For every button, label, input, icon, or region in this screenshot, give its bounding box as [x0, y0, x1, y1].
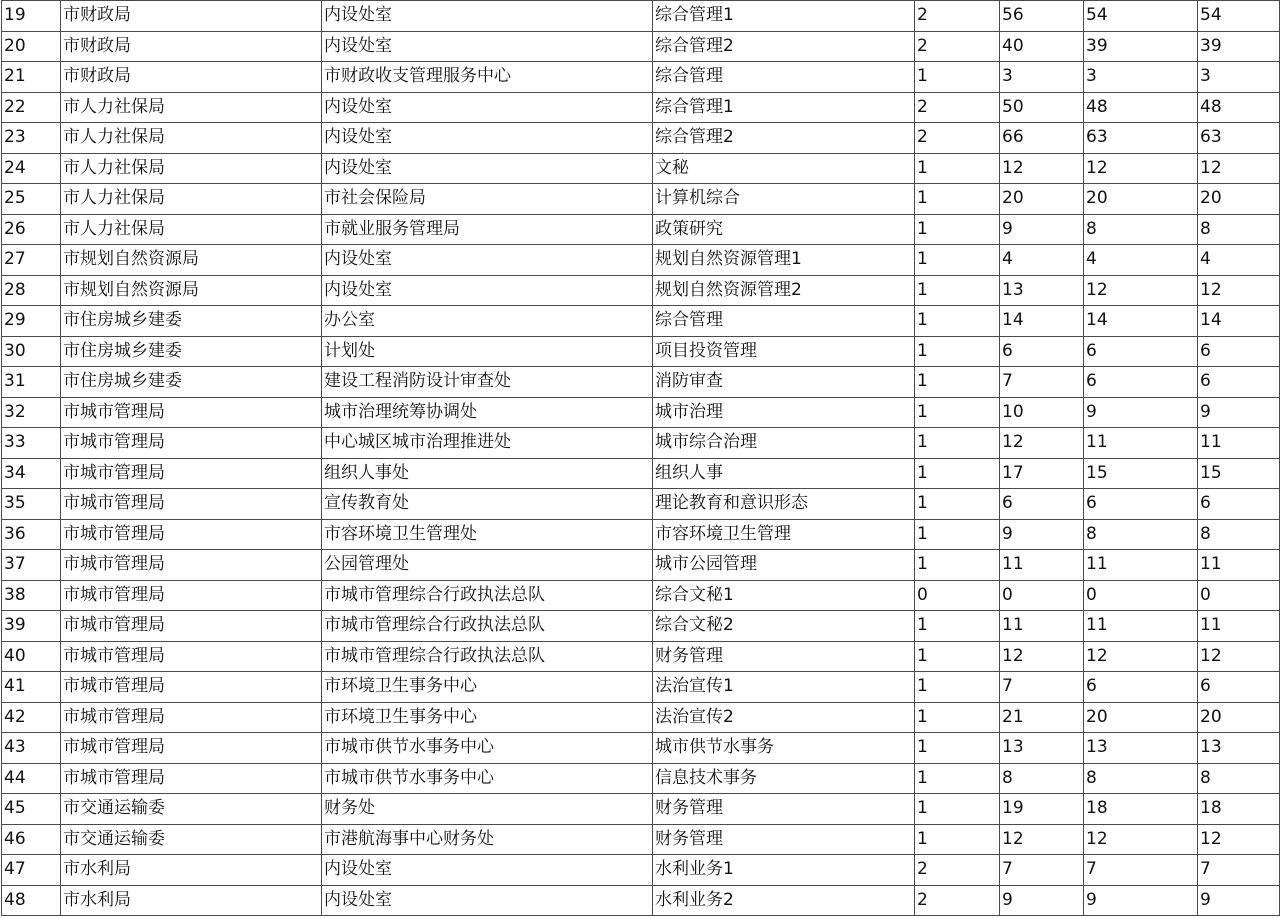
row-number-cell: 34 — [2, 458, 61, 489]
quota-cell: 1 — [915, 672, 1000, 703]
unit-cell: 市城市供节水事务中心 — [322, 733, 653, 764]
table-row — [2, 824, 1280, 855]
quota-cell: 1 — [915, 733, 1000, 764]
qualified-cell: 39 — [1084, 31, 1198, 62]
position-cell: 法治宣传1 — [653, 672, 915, 703]
table-row — [2, 672, 1280, 703]
unit-cell: 市容环境卫生管理处 — [322, 519, 653, 550]
quota-cell: 1 — [915, 336, 1000, 367]
qualified-cell: 11 — [1084, 550, 1198, 581]
position-cell: 财务管理 — [653, 824, 915, 855]
paid-cell: 12 — [1198, 153, 1280, 184]
applicants-cell: 0 — [1000, 580, 1084, 611]
table-row — [2, 428, 1280, 459]
department-cell: 市城市管理局 — [61, 702, 322, 733]
paid-cell: 6 — [1198, 367, 1280, 398]
quota-cell: 1 — [915, 62, 1000, 93]
applicants-cell: 9 — [1000, 519, 1084, 550]
applicants-cell: 12 — [1000, 824, 1084, 855]
applicants-cell: 12 — [1000, 153, 1084, 184]
quota-cell: 2 — [915, 92, 1000, 123]
position-cell: 政策研究 — [653, 214, 915, 245]
quota-cell: 0 — [915, 580, 1000, 611]
paid-cell: 6 — [1198, 336, 1280, 367]
unit-cell: 内设处室 — [322, 123, 653, 154]
quota-cell: 2 — [915, 1, 1000, 32]
unit-cell: 市城市供节水事务中心 — [322, 763, 653, 794]
department-cell: 市财政局 — [61, 1, 322, 32]
quota-cell: 1 — [915, 245, 1000, 276]
row-number-cell: 44 — [2, 763, 61, 794]
department-cell: 市人力社保局 — [61, 123, 322, 154]
table-row — [2, 580, 1280, 611]
position-cell: 项目投资管理 — [653, 336, 915, 367]
qualified-cell: 12 — [1084, 153, 1198, 184]
unit-cell: 财务处 — [322, 794, 653, 825]
unit-cell: 市就业服务管理局 — [322, 214, 653, 245]
position-cell: 城市公园管理 — [653, 550, 915, 581]
paid-cell: 20 — [1198, 184, 1280, 215]
table-row — [2, 489, 1280, 520]
unit-cell: 市港航海事中心财务处 — [322, 824, 653, 855]
position-cell: 法治宣传2 — [653, 702, 915, 733]
quota-cell: 2 — [915, 855, 1000, 886]
row-number-cell: 26 — [2, 214, 61, 245]
row-number-cell: 31 — [2, 367, 61, 398]
table-row — [2, 275, 1280, 306]
position-cell: 水利业务2 — [653, 885, 915, 916]
qualified-cell: 15 — [1084, 458, 1198, 489]
table-row — [2, 367, 1280, 398]
applicants-cell: 11 — [1000, 550, 1084, 581]
row-number-cell: 43 — [2, 733, 61, 764]
table-row — [2, 336, 1280, 367]
qualified-cell: 9 — [1084, 397, 1198, 428]
quota-cell: 1 — [915, 641, 1000, 672]
department-cell: 市城市管理局 — [61, 397, 322, 428]
table-row — [2, 245, 1280, 276]
department-cell: 市人力社保局 — [61, 92, 322, 123]
unit-cell: 市环境卫生事务中心 — [322, 702, 653, 733]
position-cell: 综合管理 — [653, 62, 915, 93]
paid-cell: 6 — [1198, 489, 1280, 520]
qualified-cell: 20 — [1084, 184, 1198, 215]
table-row — [2, 550, 1280, 581]
unit-cell: 中心城区城市治理推进处 — [322, 428, 653, 459]
row-number-cell: 21 — [2, 62, 61, 93]
unit-cell: 公园管理处 — [322, 550, 653, 581]
paid-cell: 39 — [1198, 31, 1280, 62]
unit-cell: 内设处室 — [322, 1, 653, 32]
position-cell: 财务管理 — [653, 641, 915, 672]
applicants-cell: 7 — [1000, 855, 1084, 886]
unit-cell: 建设工程消防设计审查处 — [322, 367, 653, 398]
unit-cell: 市财政收支管理服务中心 — [322, 62, 653, 93]
paid-cell: 12 — [1198, 275, 1280, 306]
row-number-cell: 19 — [2, 1, 61, 32]
department-cell: 市人力社保局 — [61, 184, 322, 215]
qualified-cell: 63 — [1084, 123, 1198, 154]
position-cell: 财务管理 — [653, 794, 915, 825]
qualified-cell: 7 — [1084, 855, 1198, 886]
department-cell: 市住房城乡建委 — [61, 367, 322, 398]
position-cell: 理论教育和意识形态 — [653, 489, 915, 520]
department-cell: 市住房城乡建委 — [61, 306, 322, 337]
qualified-cell: 48 — [1084, 92, 1198, 123]
applicants-cell: 7 — [1000, 672, 1084, 703]
paid-cell: 54 — [1198, 1, 1280, 32]
qualified-cell: 4 — [1084, 245, 1198, 276]
position-cell: 综合管理 — [653, 306, 915, 337]
applicants-cell: 56 — [1000, 1, 1084, 32]
paid-cell: 7 — [1198, 855, 1280, 886]
department-cell: 市人力社保局 — [61, 214, 322, 245]
applicants-cell: 66 — [1000, 123, 1084, 154]
table-row — [2, 855, 1280, 886]
qualified-cell: 8 — [1084, 519, 1198, 550]
paid-cell: 11 — [1198, 611, 1280, 642]
unit-cell: 内设处室 — [322, 153, 653, 184]
quota-cell: 1 — [915, 489, 1000, 520]
applicants-cell: 21 — [1000, 702, 1084, 733]
row-number-cell: 42 — [2, 702, 61, 733]
paid-cell: 3 — [1198, 62, 1280, 93]
row-number-cell: 20 — [2, 31, 61, 62]
row-number-cell: 27 — [2, 245, 61, 276]
applicants-cell: 50 — [1000, 92, 1084, 123]
table-row — [2, 763, 1280, 794]
department-cell: 市交通运输委 — [61, 794, 322, 825]
department-cell: 市交通运输委 — [61, 824, 322, 855]
paid-cell: 8 — [1198, 214, 1280, 245]
table-row — [2, 733, 1280, 764]
position-cell: 规划自然资源管理2 — [653, 275, 915, 306]
paid-cell: 8 — [1198, 519, 1280, 550]
paid-cell: 4 — [1198, 245, 1280, 276]
qualified-cell: 6 — [1084, 489, 1198, 520]
unit-cell: 内设处室 — [322, 275, 653, 306]
department-cell: 市城市管理局 — [61, 733, 322, 764]
qualified-cell: 12 — [1084, 275, 1198, 306]
table-row — [2, 31, 1280, 62]
paid-cell: 18 — [1198, 794, 1280, 825]
row-number-cell: 40 — [2, 641, 61, 672]
row-number-cell: 38 — [2, 580, 61, 611]
paid-cell: 13 — [1198, 733, 1280, 764]
department-cell: 市城市管理局 — [61, 550, 322, 581]
qualified-cell: 18 — [1084, 794, 1198, 825]
quota-cell: 2 — [915, 31, 1000, 62]
quota-cell: 1 — [915, 458, 1000, 489]
paid-cell: 15 — [1198, 458, 1280, 489]
position-cell: 水利业务1 — [653, 855, 915, 886]
applicants-cell: 10 — [1000, 397, 1084, 428]
position-cell: 消防审查 — [653, 367, 915, 398]
department-cell: 市水利局 — [61, 855, 322, 886]
qualified-cell: 6 — [1084, 367, 1198, 398]
position-cell: 综合文秘2 — [653, 611, 915, 642]
department-cell: 市城市管理局 — [61, 580, 322, 611]
department-cell: 市城市管理局 — [61, 611, 322, 642]
row-number-cell: 23 — [2, 123, 61, 154]
department-cell: 市财政局 — [61, 31, 322, 62]
unit-cell: 组织人事处 — [322, 458, 653, 489]
qualified-cell: 13 — [1084, 733, 1198, 764]
position-cell: 规划自然资源管理1 — [653, 245, 915, 276]
qualified-cell: 11 — [1084, 428, 1198, 459]
department-cell: 市人力社保局 — [61, 153, 322, 184]
unit-cell: 办公室 — [322, 306, 653, 337]
quota-cell: 1 — [915, 702, 1000, 733]
table-body — [2, 1, 1280, 916]
row-number-cell: 30 — [2, 336, 61, 367]
position-cell: 综合管理2 — [653, 31, 915, 62]
unit-cell: 市城市管理综合行政执法总队 — [322, 611, 653, 642]
position-cell: 综合管理1 — [653, 1, 915, 32]
paid-cell: 11 — [1198, 428, 1280, 459]
position-cell: 信息技术事务 — [653, 763, 915, 794]
position-cell: 城市治理 — [653, 397, 915, 428]
table-row — [2, 184, 1280, 215]
table-row — [2, 641, 1280, 672]
paid-cell: 9 — [1198, 397, 1280, 428]
unit-cell: 内设处室 — [322, 885, 653, 916]
applicants-cell: 8 — [1000, 763, 1084, 794]
unit-cell: 内设处室 — [322, 31, 653, 62]
table-row — [2, 1, 1280, 32]
qualified-cell: 9 — [1084, 885, 1198, 916]
department-cell: 市城市管理局 — [61, 672, 322, 703]
position-cell: 组织人事 — [653, 458, 915, 489]
row-number-cell: 41 — [2, 672, 61, 703]
paid-cell: 0 — [1198, 580, 1280, 611]
qualified-cell: 6 — [1084, 672, 1198, 703]
unit-cell: 市城市管理综合行政执法总队 — [322, 641, 653, 672]
unit-cell: 城市治理统筹协调处 — [322, 397, 653, 428]
unit-cell: 市社会保险局 — [322, 184, 653, 215]
unit-cell: 宣传教育处 — [322, 489, 653, 520]
paid-cell: 63 — [1198, 123, 1280, 154]
table-row — [2, 123, 1280, 154]
position-cell: 综合管理1 — [653, 92, 915, 123]
row-number-cell: 22 — [2, 92, 61, 123]
table-row — [2, 214, 1280, 245]
applicants-cell: 12 — [1000, 428, 1084, 459]
quota-cell: 1 — [915, 153, 1000, 184]
applicants-cell: 14 — [1000, 306, 1084, 337]
qualified-cell: 12 — [1084, 824, 1198, 855]
table-row — [2, 153, 1280, 184]
quota-cell: 1 — [915, 611, 1000, 642]
department-cell: 市城市管理局 — [61, 641, 322, 672]
qualified-cell: 6 — [1084, 336, 1198, 367]
paid-cell: 20 — [1198, 702, 1280, 733]
row-number-cell: 28 — [2, 275, 61, 306]
qualified-cell: 11 — [1084, 611, 1198, 642]
qualified-cell: 12 — [1084, 641, 1198, 672]
row-number-cell: 37 — [2, 550, 61, 581]
row-number-cell: 25 — [2, 184, 61, 215]
table-row — [2, 92, 1280, 123]
department-cell: 市城市管理局 — [61, 519, 322, 550]
position-cell: 城市供节水事务 — [653, 733, 915, 764]
quota-cell: 1 — [915, 275, 1000, 306]
table-row — [2, 794, 1280, 825]
position-cell: 市容环境卫生管理 — [653, 519, 915, 550]
quota-cell: 1 — [915, 428, 1000, 459]
paid-cell: 48 — [1198, 92, 1280, 123]
applicants-cell: 12 — [1000, 641, 1084, 672]
department-cell: 市财政局 — [61, 62, 322, 93]
applicants-cell: 9 — [1000, 885, 1084, 916]
department-cell: 市城市管理局 — [61, 489, 322, 520]
table-row — [2, 306, 1280, 337]
quota-cell: 1 — [915, 397, 1000, 428]
applicants-cell: 4 — [1000, 245, 1084, 276]
qualified-cell: 3 — [1084, 62, 1198, 93]
paid-cell: 8 — [1198, 763, 1280, 794]
row-number-cell: 48 — [2, 885, 61, 916]
quota-cell: 2 — [915, 123, 1000, 154]
quota-cell: 1 — [915, 763, 1000, 794]
row-number-cell: 36 — [2, 519, 61, 550]
quota-cell: 1 — [915, 306, 1000, 337]
position-cell: 文秘 — [653, 153, 915, 184]
quota-cell: 1 — [915, 367, 1000, 398]
row-number-cell: 29 — [2, 306, 61, 337]
applicants-cell: 11 — [1000, 611, 1084, 642]
quota-cell: 2 — [915, 885, 1000, 916]
applicants-cell: 7 — [1000, 367, 1084, 398]
position-cell: 综合文秘1 — [653, 580, 915, 611]
unit-cell: 内设处室 — [322, 245, 653, 276]
row-number-cell: 24 — [2, 153, 61, 184]
department-cell: 市城市管理局 — [61, 763, 322, 794]
row-number-cell: 47 — [2, 855, 61, 886]
qualified-cell: 20 — [1084, 702, 1198, 733]
applicants-cell: 6 — [1000, 489, 1084, 520]
table-row — [2, 62, 1280, 93]
unit-cell: 市环境卫生事务中心 — [322, 672, 653, 703]
applicants-cell: 13 — [1000, 733, 1084, 764]
row-number-cell: 35 — [2, 489, 61, 520]
applicants-cell: 17 — [1000, 458, 1084, 489]
department-cell: 市规划自然资源局 — [61, 275, 322, 306]
row-number-cell: 46 — [2, 824, 61, 855]
quota-cell: 1 — [915, 794, 1000, 825]
applicants-cell: 6 — [1000, 336, 1084, 367]
position-cell: 综合管理2 — [653, 123, 915, 154]
quota-cell: 1 — [915, 184, 1000, 215]
data-table — [1, 0, 1280, 916]
qualified-cell: 8 — [1084, 214, 1198, 245]
quota-cell: 1 — [915, 550, 1000, 581]
paid-cell: 12 — [1198, 641, 1280, 672]
paid-cell: 12 — [1198, 824, 1280, 855]
unit-cell: 市城市管理综合行政执法总队 — [322, 580, 653, 611]
paid-cell: 14 — [1198, 306, 1280, 337]
applicants-cell: 13 — [1000, 275, 1084, 306]
table-row — [2, 519, 1280, 550]
qualified-cell: 8 — [1084, 763, 1198, 794]
department-cell: 市住房城乡建委 — [61, 336, 322, 367]
department-cell: 市城市管理局 — [61, 428, 322, 459]
department-cell: 市城市管理局 — [61, 458, 322, 489]
qualified-cell: 14 — [1084, 306, 1198, 337]
row-number-cell: 33 — [2, 428, 61, 459]
unit-cell: 内设处室 — [322, 855, 653, 886]
applicants-cell: 3 — [1000, 62, 1084, 93]
unit-cell: 计划处 — [322, 336, 653, 367]
quota-cell: 1 — [915, 519, 1000, 550]
quota-cell: 1 — [915, 824, 1000, 855]
applicants-cell: 19 — [1000, 794, 1084, 825]
position-cell: 城市综合治理 — [653, 428, 915, 459]
paid-cell: 6 — [1198, 672, 1280, 703]
table-row — [2, 397, 1280, 428]
table-row — [2, 458, 1280, 489]
row-number-cell: 32 — [2, 397, 61, 428]
table-row — [2, 702, 1280, 733]
position-cell: 计算机综合 — [653, 184, 915, 215]
row-number-cell: 45 — [2, 794, 61, 825]
row-number-cell: 39 — [2, 611, 61, 642]
qualified-cell: 0 — [1084, 580, 1198, 611]
paid-cell: 9 — [1198, 885, 1280, 916]
applicants-cell: 20 — [1000, 184, 1084, 215]
qualified-cell: 54 — [1084, 1, 1198, 32]
unit-cell: 内设处室 — [322, 92, 653, 123]
quota-cell: 1 — [915, 214, 1000, 245]
department-cell: 市水利局 — [61, 885, 322, 916]
applicants-cell: 40 — [1000, 31, 1084, 62]
table-row — [2, 885, 1280, 916]
table-row — [2, 611, 1280, 642]
department-cell: 市规划自然资源局 — [61, 245, 322, 276]
paid-cell: 11 — [1198, 550, 1280, 581]
applicants-cell: 9 — [1000, 214, 1084, 245]
